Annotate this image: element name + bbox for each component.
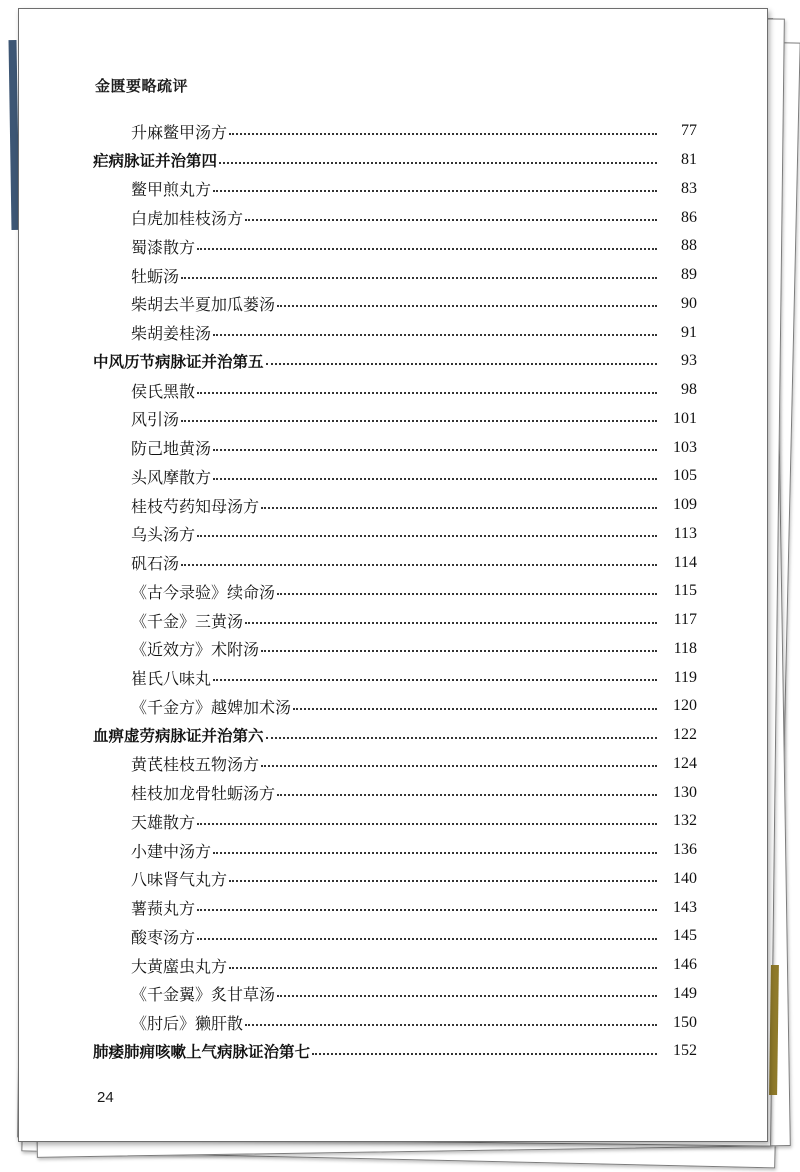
toc-entry: [93, 433, 697, 462]
dot-leader: [213, 678, 657, 681]
table-of-contents: [93, 117, 697, 1066]
toc-entry: [93, 261, 697, 290]
toc-page-number: 140: [673, 869, 697, 887]
toc-title: 小建中汤方: [131, 841, 212, 861]
toc-entry: [93, 232, 697, 261]
toc-title: 大黄䗪虫丸方: [131, 956, 228, 976]
toc-entry: [93, 807, 697, 836]
dot-leader: [197, 534, 657, 537]
dot-leader: [181, 419, 657, 422]
toc-entry: [93, 1008, 697, 1037]
toc-entry: [93, 606, 697, 635]
dot-leader: [261, 649, 657, 652]
toc-title: 《千金方》越婢加术汤: [131, 697, 292, 717]
dot-leader: [261, 764, 657, 767]
toc-page-number: 83: [681, 179, 697, 197]
toc-page-number: 105: [673, 467, 697, 485]
dot-leader: [197, 822, 657, 825]
toc-title: 头风摩散方: [131, 467, 212, 487]
toc-page-number: 130: [673, 783, 697, 801]
toc-title: 崔氏八味丸: [131, 669, 212, 689]
toc-page-number: 81: [681, 151, 697, 169]
toc-title: 薯蓣丸方: [131, 899, 196, 919]
toc-title: 柴胡姜桂汤: [131, 324, 212, 344]
toc-title: 肺痿肺痈咳嗽上气病脉证治第七: [93, 1043, 311, 1062]
toc-title: 疟病脉证并治第四: [93, 152, 218, 171]
dot-leader: [229, 132, 657, 135]
dot-leader: [266, 362, 657, 365]
dot-leader: [229, 966, 657, 969]
page-number: 24: [97, 1089, 114, 1106]
toc-entry: [93, 175, 697, 204]
toc-entry: [93, 117, 697, 146]
toc-entry: [93, 577, 697, 606]
dot-leader: [213, 189, 657, 192]
dot-leader: [213, 477, 657, 480]
toc-page-number: 93: [681, 352, 697, 370]
toc-entry: [93, 290, 697, 319]
toc-chapter-heading: [93, 146, 697, 175]
toc-title: 牡蛎汤: [131, 266, 180, 286]
dot-leader: [245, 621, 657, 624]
toc-page-number: 90: [681, 294, 697, 312]
dot-leader: [213, 333, 657, 336]
contents-page: [18, 8, 768, 1142]
dot-leader: [181, 563, 657, 566]
toc-entry: [93, 318, 697, 347]
toc-page-number: 117: [673, 611, 697, 629]
toc-page-number: 149: [673, 984, 697, 1002]
toc-title: 《千金翼》炙甘草汤: [131, 985, 276, 1005]
toc-title: 升麻鳖甲汤方: [131, 122, 228, 142]
dot-leader: [277, 994, 657, 997]
toc-page-number: 132: [673, 812, 697, 830]
toc-title: 八味肾气丸方: [131, 870, 228, 890]
dot-leader: [213, 851, 657, 854]
toc-title: 血痹虚劳病脉证并治第六: [93, 727, 264, 746]
toc-title: 《近效方》术附汤: [131, 640, 260, 660]
dot-leader: [245, 218, 657, 221]
toc-entry: [93, 951, 697, 980]
toc-title: 酸枣汤方: [131, 927, 196, 947]
toc-entry: [93, 376, 697, 405]
toc-page-number: 136: [673, 841, 697, 859]
toc-entry: [93, 922, 697, 951]
dot-leader: [266, 736, 657, 739]
dot-leader: [229, 879, 657, 882]
toc-page-number: 145: [673, 927, 697, 945]
toc-page-number: 98: [681, 381, 697, 399]
toc-page-number: 150: [673, 1013, 697, 1031]
toc-title: 桂枝芍药知母汤方: [131, 496, 260, 516]
toc-title: 中风历节病脉证并治第五: [93, 353, 264, 372]
dot-leader: [293, 707, 657, 710]
toc-title: 《肘后》獭肝散: [131, 1014, 244, 1034]
toc-entry: [93, 663, 697, 692]
toc-page-number: 122: [673, 726, 697, 744]
toc-page-number: 120: [673, 697, 697, 715]
toc-entry: [93, 635, 697, 664]
toc-title: 《千金》三黄汤: [131, 611, 244, 631]
toc-entry: [93, 980, 697, 1009]
dot-leader: [261, 506, 657, 509]
dot-leader: [181, 276, 657, 279]
toc-page-number: 118: [673, 639, 697, 657]
toc-entry: [93, 750, 697, 779]
toc-entry: [93, 203, 697, 232]
dot-leader: [277, 793, 657, 796]
dot-leader: [219, 161, 657, 164]
toc-entry: [93, 462, 697, 491]
toc-entry: [93, 778, 697, 807]
toc-entry: [93, 491, 697, 520]
toc-entry: [93, 520, 697, 549]
toc-title: 防己地黄汤: [131, 439, 212, 459]
toc-page-number: 109: [673, 496, 697, 514]
dot-leader: [245, 1023, 657, 1026]
toc-page-number: 103: [673, 438, 697, 456]
toc-page-number: 143: [673, 898, 697, 916]
dot-leader: [277, 304, 657, 307]
toc-title: 柴胡去半夏加瓜蒌汤: [131, 295, 276, 315]
dot-leader: [312, 1052, 657, 1055]
toc-page-number: 86: [681, 208, 697, 226]
toc-chapter-heading: [93, 1037, 697, 1066]
toc-entry: [93, 548, 697, 577]
toc-page-number: 146: [673, 956, 697, 974]
toc-title: 白虎加桂枝汤方: [131, 209, 244, 229]
dot-leader: [277, 592, 657, 595]
toc-page-number: 115: [673, 582, 697, 600]
toc-entry: [93, 865, 697, 894]
toc-entry: [93, 836, 697, 865]
toc-entry: [93, 405, 697, 434]
toc-title: 《古今录验》续命汤: [131, 582, 276, 602]
toc-page-number: 114: [673, 553, 697, 571]
dot-leader: [197, 247, 657, 250]
toc-title: 风引汤: [131, 410, 180, 430]
dot-leader: [197, 908, 657, 911]
running-header: 金匮要略疏评: [95, 77, 189, 95]
dot-leader: [197, 391, 657, 394]
toc-chapter-heading: [93, 347, 697, 376]
toc-page-number: 152: [673, 1042, 697, 1060]
toc-title: 黄芪桂枝五物汤方: [131, 755, 260, 775]
toc-page-number: 119: [673, 668, 697, 686]
toc-title: 天雄散方: [131, 812, 196, 832]
dot-leader: [197, 937, 657, 940]
toc-title: 侯氏黑散: [131, 381, 196, 401]
dot-leader: [213, 448, 657, 451]
toc-title: 矾石汤: [131, 554, 180, 574]
toc-title: 桂枝加龙骨牡蛎汤方: [131, 784, 276, 804]
toc-page-number: 91: [681, 323, 697, 341]
toc-entry: [93, 893, 697, 922]
toc-title: 鳖甲煎丸方: [131, 180, 212, 200]
toc-chapter-heading: [93, 721, 697, 750]
toc-page-number: 113: [673, 524, 697, 542]
toc-title: 乌头汤方: [131, 525, 196, 545]
toc-page-number: 124: [673, 754, 697, 772]
toc-page-number: 89: [681, 266, 697, 284]
toc-page-number: 88: [681, 237, 697, 255]
toc-entry: [93, 692, 697, 721]
toc-page-number: 101: [673, 409, 697, 427]
toc-title: 蜀漆散方: [131, 237, 196, 257]
toc-page-number: 77: [681, 122, 697, 140]
